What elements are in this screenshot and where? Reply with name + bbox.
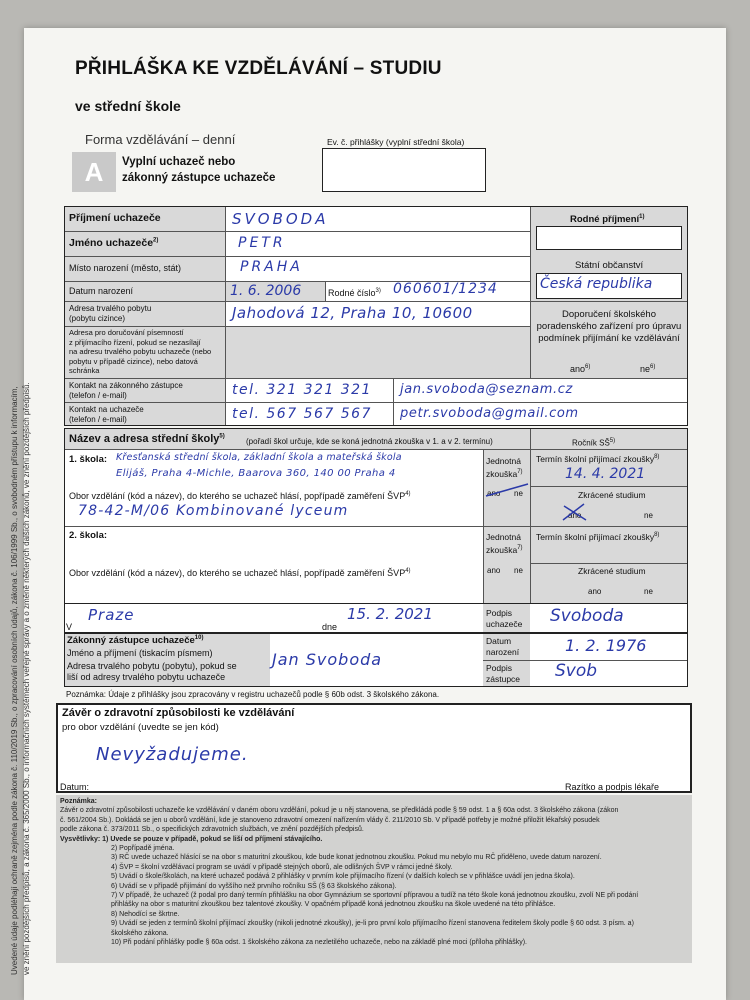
school1-shortened-strike (560, 500, 590, 524)
school1-single-exam (486, 456, 523, 480)
guardian-birth-label-2: narození (486, 647, 520, 657)
name-value[interactable]: PETR (238, 235, 286, 251)
row-line (65, 378, 687, 379)
exam2-date-sup: 8) (654, 532, 660, 538)
footnote-14: školského zákona. (111, 929, 169, 937)
footnote-13: 9) Uvádí se jeden z termínů školní přijímací zkoušky (nikoli jednotné zkoušky), je-li pro první kolo přijímacího řízení stanovena ředitelem školy podle § 60 odst. 3 písm. a) (111, 920, 634, 928)
fill-by-note (122, 154, 275, 186)
form-subtitle: ve střední škole (75, 98, 181, 114)
schools-heading-text: Název a adresa střední školy (69, 433, 220, 445)
guardian-name-value[interactable]: Jan Svoboda (272, 650, 383, 669)
single-exam2-2: zkouška (486, 544, 518, 555)
row-line (530, 563, 687, 564)
delivery-label-2: z přijímacího řízení, pokud se nezasílají (69, 337, 201, 347)
schools-heading-sup: 5) (219, 433, 225, 440)
school2-shortened-no[interactable] (644, 586, 653, 597)
place-label: V (66, 622, 73, 632)
guardian-heading (67, 635, 203, 646)
footnote-6: 3) RČ uvede uchazeč hlásící se na obor s maturitní zkouškou, kde bude konat jednotnou zkoušku. Pokud mu nebylo mu RČ přiděleno, uvede datum narození. (111, 854, 602, 862)
guardian-address-label (67, 661, 237, 683)
birth-number-sup: 3) (375, 288, 381, 294)
school1-label: 1. škola: (69, 454, 108, 465)
row-line (65, 301, 530, 302)
footnote-8: 5) Uvádí o škole/školách, na které uchazeč podává 2 přihlášky v prvním kole přijímacího řízení (v dalších kolech se v přihlášce uvádí jen jedna škola). (111, 873, 575, 881)
footnote-3: podle zákona č. 373/2011 Sb., o specifických zdravotních službách, ve znění pozdějších předpisů. (60, 826, 364, 834)
note-line: Poznámka: Údaje z přihlášky jsou zpracovány v registru uchazečů podle § 60b odst. 3 školského zákona. (66, 690, 440, 699)
birthplace-value[interactable]: PRAHA (240, 259, 303, 275)
school2-exam-no[interactable] (514, 565, 523, 576)
address-label (69, 304, 151, 324)
s2-yes-text: ano (487, 566, 501, 575)
footnote-2: č. 561/2004 Sb.). Dokládá se jen u oborů vzdělání, kde je stanoveno zdravotní omezení nařízením vlády č. 211/2010 Sb. V případě potřeby je možné přiložit lékařský posudek (60, 816, 600, 824)
recommendation-no[interactable] (640, 362, 655, 375)
birth-number-value[interactable]: 060601/1234 (393, 281, 498, 297)
recommendation-1: Doporučení školského (562, 309, 656, 320)
row-line (65, 526, 687, 527)
address-label-2: (pobytu cizince) (69, 314, 126, 323)
col-line (225, 207, 226, 425)
field-label-text: Obor vzdělání (kód a název), do kterého se uchazeč hlásí, popřípadě zaměření ŠVP (69, 491, 406, 501)
name-label-sup: 2) (153, 237, 159, 244)
recommendation-label (536, 309, 682, 345)
school2-single-exam (486, 532, 523, 556)
reg-number-label: Ev. č. přihlášky (vyplní střední škola) (327, 137, 465, 147)
s2s-yes-text: ano (588, 587, 602, 596)
recommendation-yes[interactable] (570, 362, 590, 375)
s2s-no-text: ne (644, 587, 653, 596)
guardian-sign-label-1: Podpis (486, 663, 512, 673)
footnote-15: 10) Při podání přihlášky podle § 60a odst. 1 školského zákona za nezletilého uchazeče, nebo na základě plné moci (příloha přihlášky). (111, 939, 527, 947)
s1-yes-text: ano (487, 489, 501, 498)
applicant-sign-label (486, 608, 522, 630)
single-exam2-sup: 7) (517, 545, 523, 551)
delivery-label-5: schránka (69, 366, 100, 376)
year-label (572, 436, 615, 449)
yes-sup: 6) (585, 364, 591, 370)
school1-shortened-no[interactable] (644, 510, 653, 521)
date-label: dne (322, 622, 338, 632)
name-label-text: Jméno uchazeče (69, 237, 154, 249)
surname-value[interactable]: SVOBODA (232, 210, 329, 228)
citizenship-value[interactable]: Česká republika (540, 276, 653, 292)
delivery-label (69, 328, 211, 376)
single-exam2-1: Jednotná (486, 532, 521, 542)
school1-exam-date-value[interactable]: 14. 4. 2021 (565, 466, 646, 482)
applicant-contact-label-1: Kontakt na uchazeče (69, 405, 144, 414)
no-sup: 6) (650, 364, 656, 370)
place-value[interactable]: Praze (88, 606, 135, 624)
s1-no-text: ne (514, 489, 523, 498)
footnote-11: přihlášky na obor s maturitní zkouškou bez talentové zkoušky. V opačném případě koná jednotnou zkoušku na škole uvedené na této přihlášce. (111, 901, 556, 909)
guardian-signature[interactable]: Svob (555, 661, 598, 681)
guardian-phone-value[interactable]: tel. 321 321 321 (232, 382, 372, 398)
maiden-name-sup: 1) (639, 214, 645, 220)
legal-notice-line-2: ve znění pozdějších předpisů, a zákona č. 365/2000 Sb., o informačních systémech veřejné správy a o změně některých dalších zákonů, ve znění pozdějších předpisů. (22, 382, 31, 975)
maiden-name-text: Rodné příjmení (570, 214, 640, 226)
applicant-contact-label (69, 405, 144, 425)
health-subheading: pro obor vzdělání (uvedte se jen kód) (62, 722, 219, 733)
footnote-0: Poznámka: (60, 798, 97, 805)
single-exam-sup: 7) (517, 469, 523, 475)
row-line (65, 449, 687, 450)
guardian-contact-label-2: (telefon / e-mail) (69, 391, 127, 400)
recommendation-2: poradenského zařízení pro úpravu (536, 321, 682, 332)
delivery-address-cell (225, 326, 530, 378)
guardian-email-value[interactable]: jan.svoboda@seznam.cz (400, 382, 573, 397)
footnote-9: 6) Uvádí se v případě přijímání do vyššího než prvního ročníku SŠ (§ 63 školského zákona). (111, 882, 397, 890)
applicant-email-value[interactable]: petr.svoboda@gmail.com (400, 406, 579, 421)
guardian-name-label: Jméno a příjmení (tiskacím písmem) (67, 648, 213, 658)
exam2-date-label-text: Termín školní přijímací zkoušky (536, 531, 655, 542)
year-label-text: Ročník SŠ (572, 438, 610, 448)
footnote-4: Vysvětlivky: 1) Uvede se pouze v případě, pokud se liší od příjmení stávajícího. (60, 835, 323, 843)
fill-by-line-2: zákonný zástupce uchazeče (122, 172, 276, 184)
address-label-1: Adresa trvalého pobytu (69, 304, 152, 313)
s1s-yes-text: ano (568, 511, 582, 520)
row-line (65, 231, 530, 232)
single-exam-1: Jednotná (486, 456, 521, 466)
row-line (65, 326, 530, 327)
school1-field-value[interactable]: 78-42-M/06 Kombinované lyceum (78, 503, 349, 519)
guardian-birth-label (486, 636, 519, 658)
footnote-1: Závěr o zdravotní způsobilosti uchazeče ke vzdělávání v daném oboru vzdělání, pokud je u něj stanovena, se předkládá podle § 59 odst. 1 a § 60a odst. 3 školského zákona (zákon (60, 807, 619, 815)
guardian-contact-label (69, 381, 183, 401)
footnote-7: 4) ŠVP = školní vzdělávací program se uvádí v případě stejných oborů, ale odlišných ŠVP v rámci jedné školy. (111, 863, 453, 871)
single-exam-2: zkouška (486, 468, 518, 479)
row-line (65, 402, 687, 403)
health-stamp-label: Razítko a podpis lékaře (565, 782, 660, 792)
footnote-10: 7) V případě, že uchazeč (ž podal pro daný termín přihlášku na obor Gymnázium se sportovní přípravou a tudíž na této škole koná jednotnou zkoušku, zvolí NE při podání (111, 892, 639, 900)
birthplace-label: Místo narození (město, stát) (69, 263, 182, 273)
col-line (393, 378, 394, 425)
health-value[interactable]: Nevyžadujeme. (96, 744, 249, 765)
applicant-signature[interactable]: Svoboda (550, 606, 624, 626)
school2-field-label (69, 566, 411, 579)
maiden-name-field[interactable] (536, 226, 682, 250)
col-line (483, 449, 484, 603)
applicant-contact-label-2: (telefon / e-mail) (69, 415, 127, 424)
guardian-birthdate-value[interactable]: 1. 2. 1976 (565, 636, 647, 655)
field2-sup: 4) (405, 568, 411, 574)
year-sup: 5) (609, 438, 616, 444)
birth-number-label-text: Rodné číslo (328, 288, 376, 298)
delivery-label-3: na adresu trvalého pobytu uchazeče (nebo (69, 347, 212, 357)
school1-name-line2[interactable]: Elijáš, Praha 4-Michle, Baarova 360, 140 00 Praha 4 (116, 468, 396, 479)
recommendation-3: podmínek přijímání ke vzdělávání (538, 333, 680, 344)
col-line (325, 281, 326, 301)
legal-notice-line-1: Uvedené údaje podléhají ochraně zejména podle zákona č. 110/2019 Sb., o zpracování osobních údajů, zákona č. 106/1999 Sb., o svobodném přístupu k informacím, (10, 386, 19, 975)
exam-date-sup: 8) (654, 454, 660, 460)
birthdate-label: Datum narození (69, 286, 134, 296)
schools-heading-note: (pořadí škol určuje, kde se koná jednotná zkouška v 1. a v 2. termínu) (246, 437, 493, 446)
footnote-12: 8) Nehodící se škrtne. (111, 910, 180, 918)
s1s-no-text: ne (644, 511, 653, 520)
guardian-contact-label-1: Kontakt na zákonného zástupce (69, 381, 183, 390)
schools-heading (69, 433, 225, 445)
guardian-address-label-2: liší od adresy trvalého pobytu uchazeče (67, 672, 226, 682)
maiden-name-label (570, 212, 645, 225)
citizenship-label: Státní občanství (575, 260, 644, 271)
health-date-label: Datum: (60, 782, 90, 792)
section-letter: A (72, 152, 116, 192)
fill-by-line-1: Vyplní uchazeč nebo (122, 156, 236, 168)
school1-name-line1[interactable]: Křesťanská střední škola, základní škola a mateřská škola (116, 452, 402, 463)
surname-label: Příjmení uchazeče (69, 212, 161, 224)
school2-shortened-yes[interactable] (588, 586, 601, 597)
school1-exam-date-label (536, 452, 659, 465)
reg-number-field[interactable] (322, 148, 486, 192)
applicant-sign-label-1: Podpis (486, 608, 512, 618)
guardian-heading-text: Zákonný zástupce uchazeče (67, 635, 195, 647)
footnote-5: 2) Popřípadě jména. (111, 845, 175, 853)
delivery-label-4: pobytu v případě cizince), nebo datová (69, 356, 198, 366)
birth-number-label (328, 286, 381, 299)
guardian-sign-label-2: zástupce (486, 674, 521, 684)
col-line (530, 429, 531, 449)
exam-date-label-text: Termín školní přijímací zkoušky (536, 453, 655, 464)
field2-label-text: Obor vzdělání (kód a název), do kterého se uchazeč hlásí, popřípadě zaměření ŠVP (69, 568, 406, 578)
form-title: PŘIHLÁŠKA KE VZDĚLÁVÁNÍ – STUDIU (75, 58, 442, 79)
guardian-heading-sup: 10) (194, 635, 204, 641)
guardian-birth-label-1: Datum (486, 636, 512, 646)
health-heading: Závěr o zdravotní způsobilosti ke vzdělávání (62, 707, 295, 719)
row-line (530, 486, 687, 487)
no-text: ne (640, 364, 651, 374)
school1-field-label (69, 489, 411, 502)
address-value[interactable]: Jahodová 12, Praha 10, 10600 (232, 304, 473, 322)
col-line (530, 207, 531, 378)
school2-label: 2. škola: (69, 530, 108, 541)
field-sup: 4) (405, 491, 411, 497)
school2-shortened-label: Zkrácené studium (578, 566, 646, 576)
footnotes (60, 797, 688, 948)
school1-strike-mark (484, 480, 530, 500)
row-line (530, 301, 687, 302)
guardian-address-label-1: Adresa trvalého pobytu (pobytu), pokud se (67, 661, 237, 671)
form-of-study: Forma vzdělávání – denní (85, 132, 236, 147)
school2-exam-date-label (536, 530, 659, 543)
s2-no-text: ne (514, 566, 523, 575)
col-line (530, 449, 531, 603)
yes-text: ano (570, 364, 586, 374)
school2-exam-yes[interactable] (487, 565, 500, 576)
guardian-sign-label (486, 663, 520, 685)
applicant-phone-value[interactable]: tel. 567 567 567 (232, 406, 372, 422)
applicant-sign-label-2: uchazeče (486, 619, 523, 629)
school1-shortened-label: Zkrácené studium (578, 490, 646, 500)
name-label (69, 237, 158, 249)
delivery-label-1: Adresa pro doručování písemností (69, 328, 184, 337)
date-value[interactable]: 15. 2. 2021 (347, 605, 433, 623)
birthdate-value[interactable]: 1. 6. 2006 (230, 283, 302, 299)
row-line (65, 256, 530, 257)
